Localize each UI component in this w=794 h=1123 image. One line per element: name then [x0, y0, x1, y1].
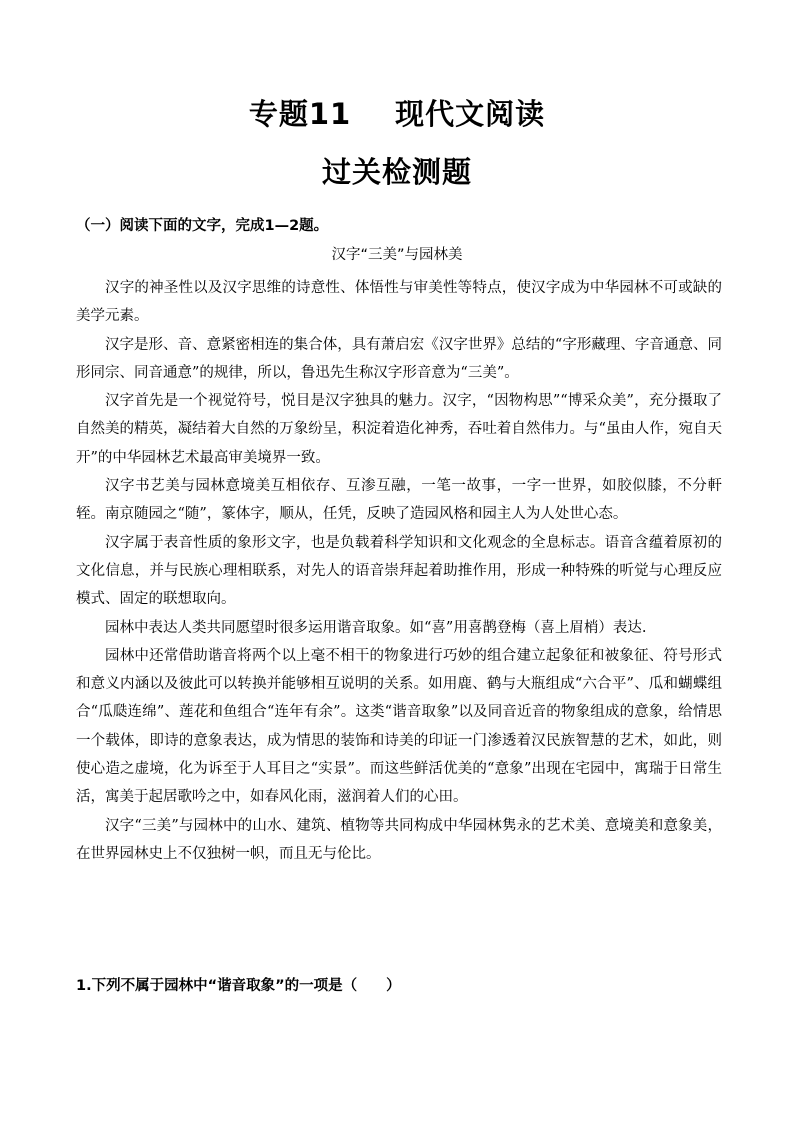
title-topic-number: 专题11 [248, 97, 352, 131]
paragraph: 汉字“三美”与园林中的山水、建筑、植物等共同构成中华园林隽永的艺术美、意境美和意象美，在世界园林史上不仅独树一帜，而且无与伦比。 [76, 817, 722, 862]
paragraph: 汉字属于表音性质的象形文字，也是负载着科学知识和文化观念的全息标志。语音含蕴着原初的文化信息，并与民族心理相联系，对先人的语音崇拜起着助推作用，形成一种特殊的听觉与心理反应模式、固定的联想取向。 [76, 534, 722, 608]
article-title: 汉字“三美”与园林美 [331, 247, 463, 263]
paragraph: 汉字是形、音、意紧密相连的集合体，具有萧启宏《汉字世界》总结的“字形藏理、字音通意、同形同宗、同音通意”的规律，所以，鲁迅先生称汉字形音意为“三美”。 [76, 336, 722, 381]
article-body [76, 274, 722, 868]
paragraph: 汉字书艺美与园林意境美互相依存、互渗互融，一笔一故事，一字一世界，如胶似膝，不分軒轾。南京随园之“随”，篆体字，顺从，任凭，反映了造园风格和园主人为人处世心态。 [76, 478, 722, 523]
paragraph: 汉字的神圣性以及汉字思维的诗意性、体悟性与审美性等特点，使汉字成为中华园林不可或缺的美学元素。 [76, 280, 722, 325]
paragraph: 汉字首先是一个视觉符号，悦目是汉字独具的魅力。汉字，“因物构思”“博采众美”，充分摄取了自然美的精英，凝结着大自然的万象纷呈，积淀着造化神秀，吞吐着自然伟力。与“虽由人作，宛自天开”的中华园林艺术最高审美境界一致。 [76, 393, 722, 466]
paragraph: 园林中表达人类共同愿望时很多运用谐音取象。如“喜”用喜鹊登梅（喜上眉梢）表达. [105, 619, 647, 636]
question-1: 1.下列不属于园林中“谐音取象”的一项是（ ） [76, 978, 401, 994]
page-title [0, 92, 794, 136]
paragraph: 园林中还常借助谐音将两个以上毫不相干的物象进行巧妙的组合建立起象征和被象征、符号形式和意义内涵以及彼此可以转换并能够相互说明的关系。如用鹿、鹤与大瓶组成“六合平”、瓜和蝴蝶组合“瓜瓞连绵”、莲花和鱼组合“连年有余”。这类“谐音取象”以及同音近音的物象组成的意象，给情思一个载体，即诗的意象表达，成为情思的装饰和诗美的印证一门渗透着汉民族智慧的艺术，如此，则使心造之虚境，化为诉至于人耳目之“实景”。而这些鲜活优美的“意象”出现在宅园中，寓瑞于日常生活，寓美于起居歌吟之中，如春风化雨，滋润着人们的心田。 [76, 647, 722, 806]
page-subtitle: 过关检测题 [321, 155, 472, 189]
section-heading: （一）阅读下面的文字，完成1—2题。 [76, 218, 329, 234]
title-topic-name: 现代文阅读 [395, 97, 546, 131]
